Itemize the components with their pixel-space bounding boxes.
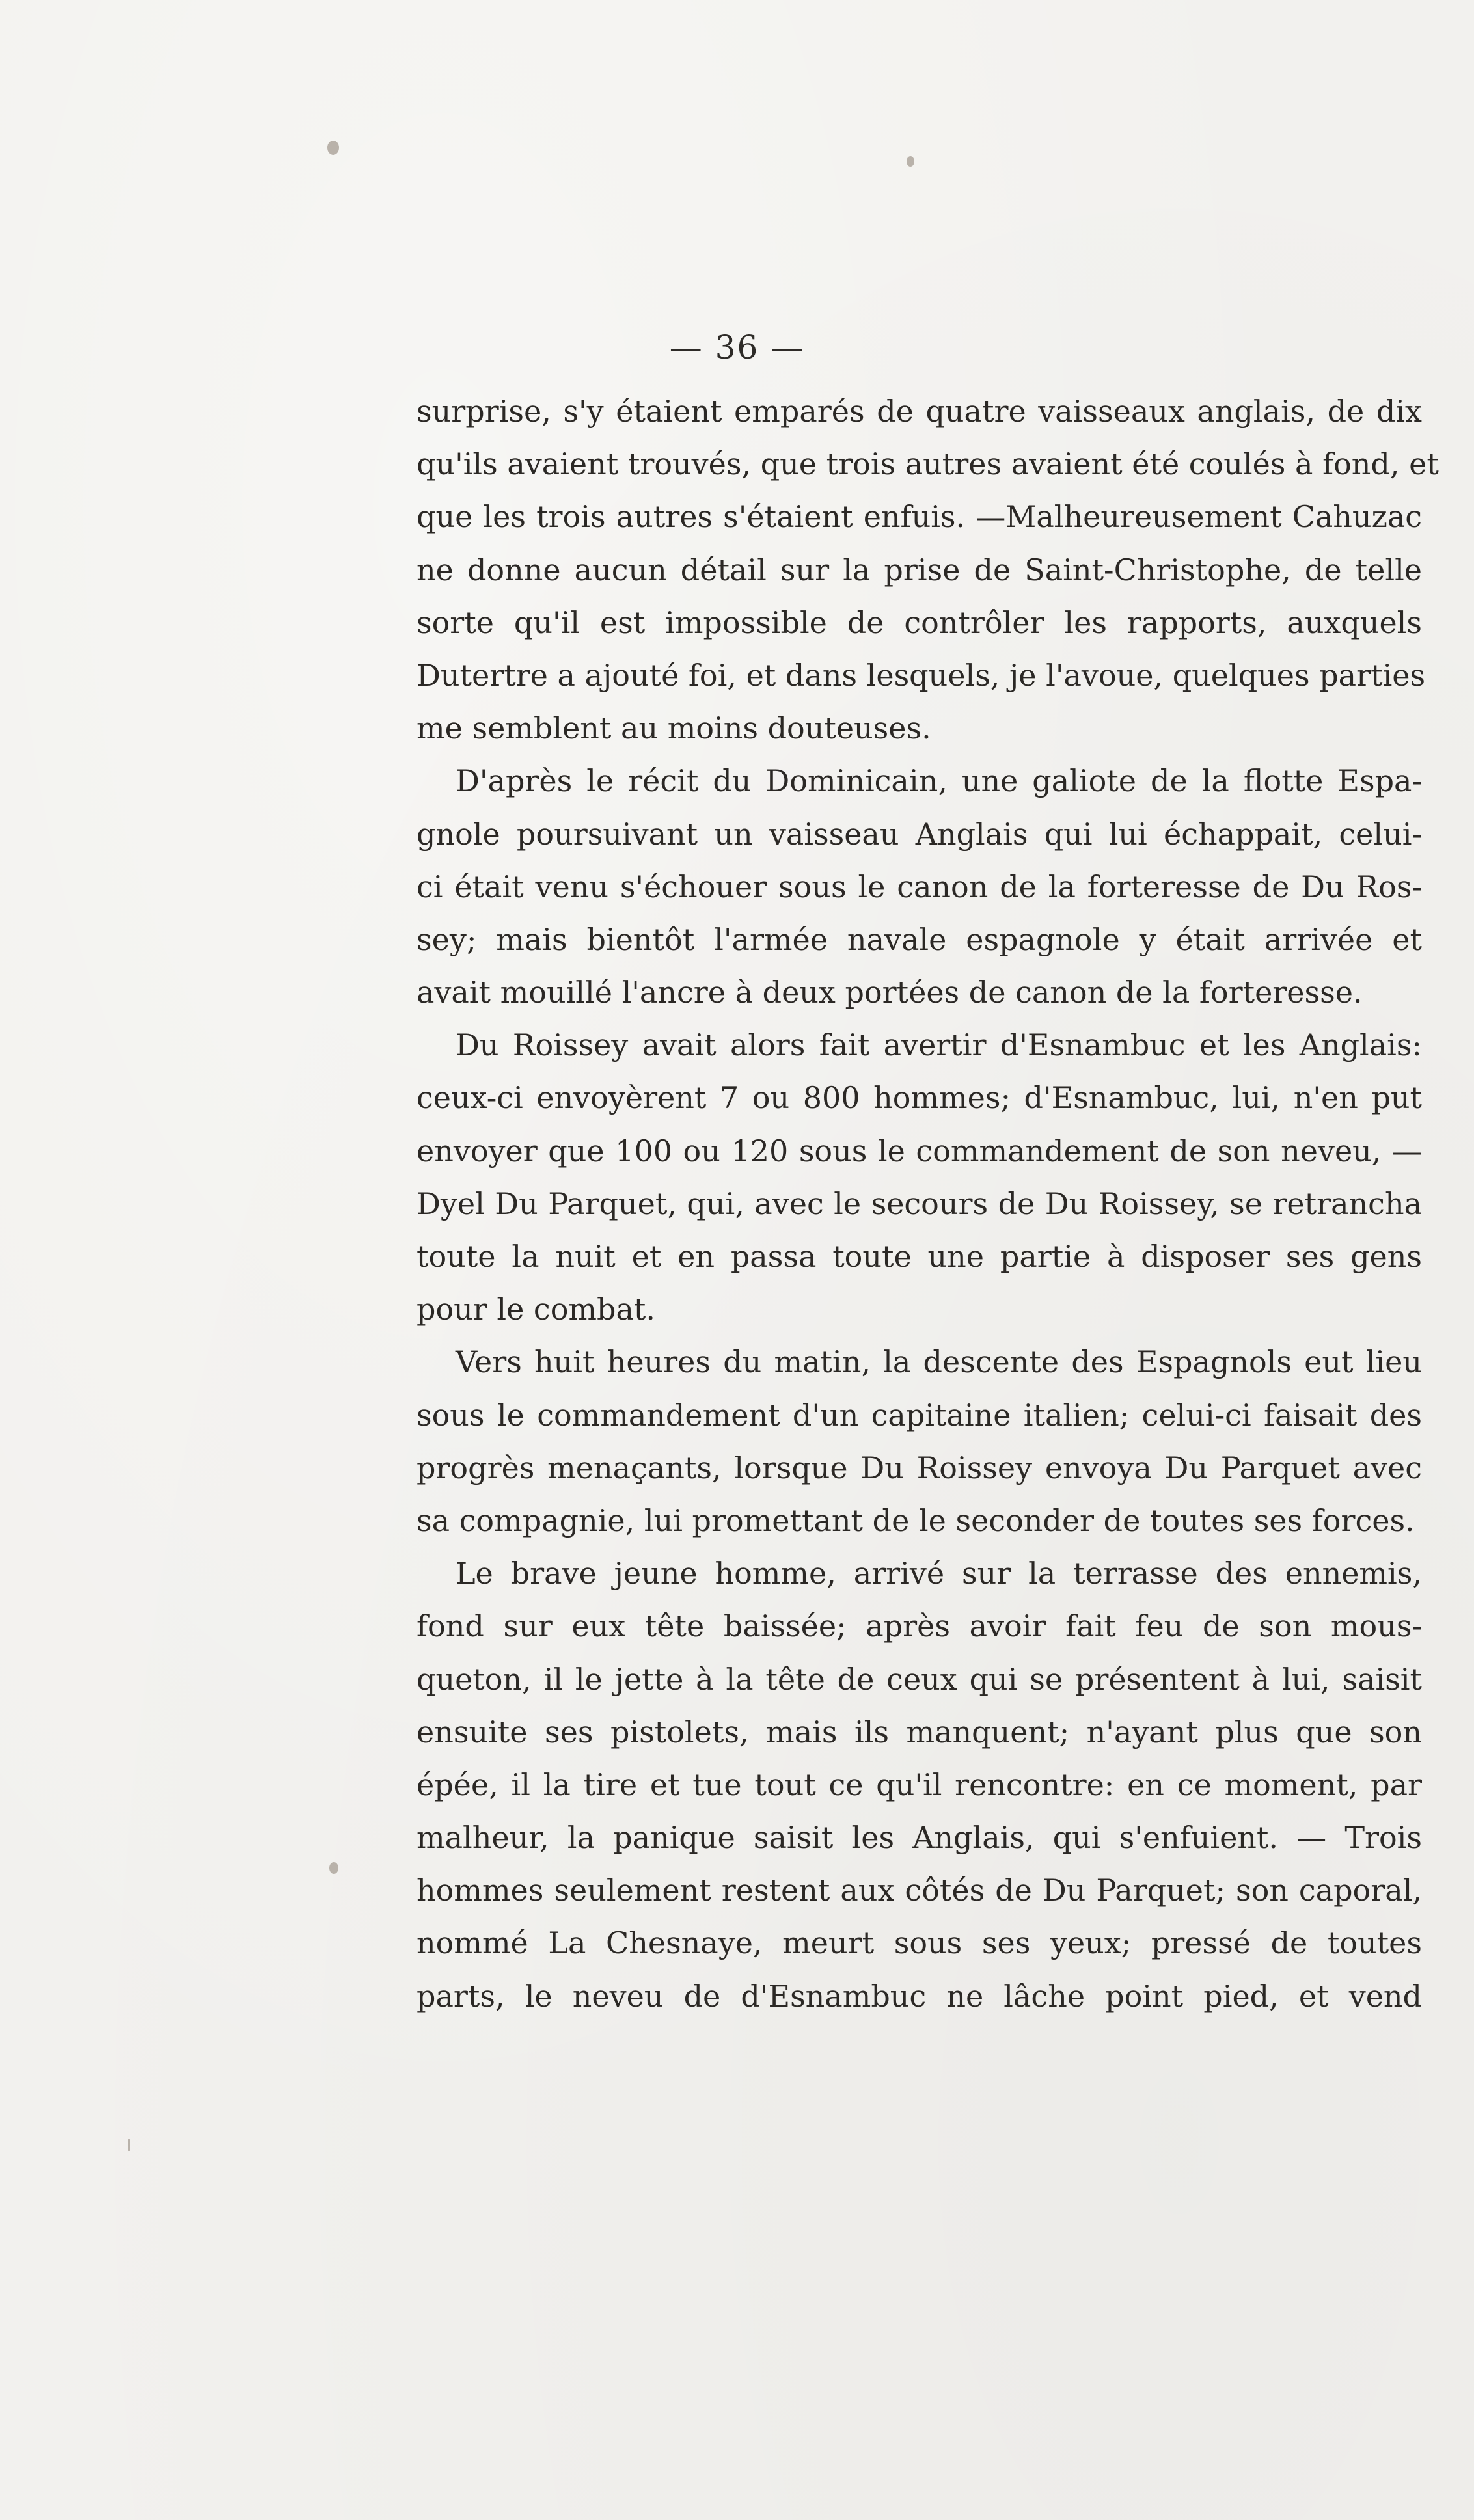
paper-speck	[329, 1862, 338, 1874]
body-text	[416, 385, 1439, 2023]
text-line: que les trois autres s'étaient enfuis. —Malheureusement Cahuzac	[416, 499, 1422, 535]
text-line: envoyer que 100 ou 120 sous le commandement de son neveu, —	[416, 1133, 1422, 1169]
text-line: nommé La Chesnaye, meurt sous ses yeux; pressé de toutes	[416, 1925, 1422, 1961]
text-line: épée, il la tire et tue tout ce qu'il rencontre: en ce moment, par	[416, 1767, 1422, 1802]
text-line: ceux-ci envoyèrent 7 ou 800 hommes; d'Esnambuc, lui, n'en put	[416, 1080, 1422, 1116]
text-line: Du Roissey avait alors fait avertir d'Esnambuc et les Anglais:	[456, 1027, 1422, 1063]
text-line: Dutertre a ajouté foi, et dans lesquels, je l'avoue, quelques parties	[416, 657, 1426, 693]
text-line: D'après le récit du Dominicain, une galiote de la flotte Espa-	[456, 763, 1422, 799]
text-line: Le brave jeune homme, arrivé sur la terrasse des ennemis,	[456, 1556, 1422, 1592]
text-line: ci était venu s'échouer sous le canon de la forteresse de Du Ros-	[416, 869, 1422, 904]
text-line: queton, il le jette à la tête de ceux qui se présentent à lui, saisit	[416, 1661, 1422, 1697]
text-line: progrès menaçants, lorsque Du Roissey envoya Du Parquet avec	[416, 1450, 1422, 1485]
text-line: sorte qu'il est impossible de contrôler les rapports, auxquels	[416, 604, 1422, 640]
text-line: sey; mais bientôt l'armée navale espagnole y était arrivée et	[416, 921, 1422, 957]
paper-speck	[327, 141, 339, 155]
paper-speck	[128, 2139, 130, 2151]
text-line: hommes seulement restent aux côtés de Du Parquet; son caporal,	[416, 1873, 1422, 1908]
text-line: Vers huit heures du matin, la descente des Espagnols eut lieu	[456, 1344, 1422, 1380]
paper-speck	[907, 156, 914, 167]
text-line: avait mouillé l'ancre à deux portées de canon de la forteresse.	[416, 975, 1363, 1010]
text-line: parts, le neveu de d'Esnambuc ne lâche point pied, et vend	[416, 1978, 1422, 2014]
text-line: toute la nuit et en passa toute une partie à disposer ses gens	[416, 1239, 1422, 1274]
text-line: sa compagnie, lui promettant de le seconder de toutes ses forces.	[416, 1502, 1415, 1538]
text-line: ne donne aucun détail sur la prise de Saint-Christophe, de telle	[416, 552, 1422, 588]
text-line: surprise, s'y étaient emparés de quatre vaisseaux anglais, de dix	[416, 394, 1422, 429]
text-line: Dyel Du Parquet, qui, avec le secours de Du Roissey, se retrancha	[416, 1185, 1422, 1221]
text-line: qu'ils avaient trouvés, que trois autres avaient été coulés à fond, et	[416, 446, 1439, 482]
page-number: — 36 —	[669, 329, 805, 366]
text-line: gnole poursuivant un vaisseau Anglais qui lui échappait, celui-	[416, 816, 1422, 852]
text-line: ensuite ses pistolets, mais ils manquent; n'ayant plus que son	[416, 1714, 1422, 1750]
text-line: fond sur eux tête baissée; après avoir fait feu de son mous-	[416, 1608, 1422, 1644]
text-line: sous le commandement d'un capitaine italien; celui-ci faisait des	[416, 1397, 1422, 1433]
text-line: me semblent au moins douteuses.	[416, 711, 931, 746]
text-line: malheur, la panique saisit les Anglais, qui s'enfuient. — Trois	[416, 1820, 1422, 1856]
text-line: pour le combat.	[416, 1292, 655, 1327]
